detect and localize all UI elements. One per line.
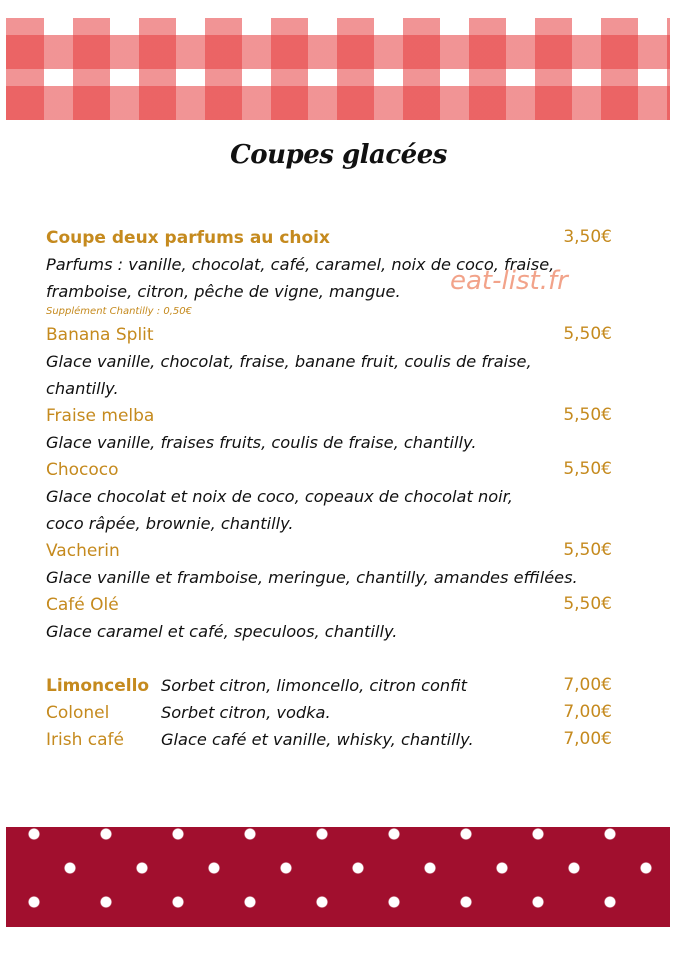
- item-supplement: Supplément Chantilly : 0,50€: [46, 306, 192, 317]
- menu-item: [46, 726, 612, 753]
- menu-item: [46, 456, 612, 537]
- item-price: 5,50€: [563, 405, 612, 425]
- item-name: Fraise melba: [46, 406, 155, 426]
- item-price: 7,00€: [563, 729, 612, 749]
- item-name: Limoncello: [46, 676, 150, 696]
- watermark: eat-list.fr: [450, 266, 568, 296]
- item-price: 5,50€: [563, 324, 612, 344]
- menu-item: [46, 321, 612, 402]
- item-description: framboise, citron, pêche de vigne, mangue.: [46, 282, 401, 301]
- item-description: Glace vanille et framboise, meringue, chantilly, amandes effilées.: [46, 568, 578, 587]
- menu-item: [46, 537, 612, 591]
- item-price: 7,00€: [563, 702, 612, 722]
- item-name: Vacherin: [46, 541, 120, 561]
- item-price: 5,50€: [563, 459, 612, 479]
- item-price: 5,50€: [563, 540, 612, 560]
- item-price: 5,50€: [563, 594, 612, 614]
- item-price: 3,50€: [563, 227, 612, 247]
- item-description: Glace vanille, fraises fruits, coulis de fraise, chantilly.: [46, 433, 477, 452]
- item-price: 7,00€: [563, 675, 612, 695]
- item-description: Sorbet citron, vodka.: [161, 703, 331, 722]
- item-description: Glace caramel et café, speculoos, chantilly.: [46, 622, 398, 641]
- item-name: Irish café: [46, 730, 124, 750]
- item-description: chantilly.: [46, 379, 119, 398]
- item-name: Café Olé: [46, 595, 119, 615]
- menu-item: [46, 591, 612, 645]
- menu-item: [46, 672, 612, 699]
- item-description: Glace café et vanille, whisky, chantilly.: [161, 730, 474, 749]
- polka-dot-banner: [6, 827, 670, 927]
- item-description: Glace vanille, chocolat, fraise, banane fruit, coulis de fraise,: [46, 352, 532, 371]
- item-description: coco râpée, brownie, chantilly.: [46, 514, 294, 533]
- section-spacer: [46, 645, 612, 672]
- menu-list: [46, 224, 612, 753]
- item-name: Chococo: [46, 460, 119, 480]
- menu-item: [46, 699, 612, 726]
- item-name: Coupe deux parfums au choix: [46, 228, 330, 248]
- item-name: Banana Split: [46, 325, 154, 345]
- item-name: Colonel: [46, 703, 110, 723]
- gingham-banner: [6, 18, 670, 120]
- menu-item: [46, 402, 612, 456]
- page-title: Coupes glacées: [230, 140, 447, 170]
- item-description: Sorbet citron, limoncello, citron confit: [161, 676, 467, 695]
- item-description: Parfums : vanille, chocolat, café, caramel, noix de coco, fraise,: [46, 255, 555, 274]
- item-description: Glace chocolat et noix de coco, copeaux de chocolat noir,: [46, 487, 513, 506]
